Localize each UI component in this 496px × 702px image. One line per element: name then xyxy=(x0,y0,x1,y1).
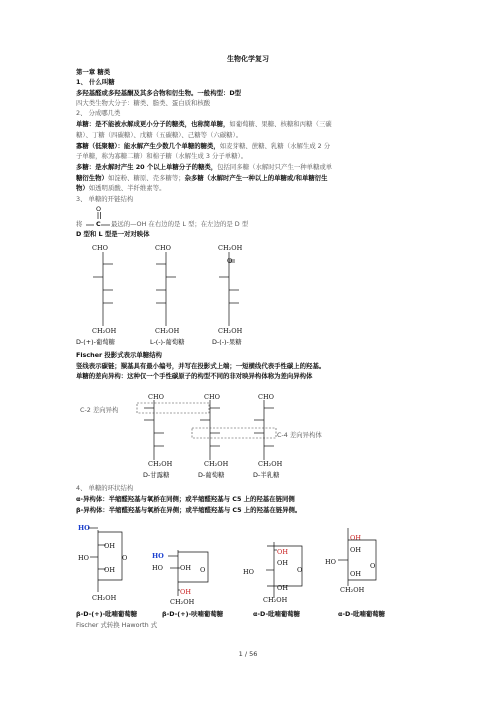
ring1-oh-1: OH xyxy=(104,542,115,550)
fischer-3-ch2oh: CH₂OH xyxy=(218,327,243,335)
label-d-galactose: D-半乳糖 xyxy=(253,471,280,479)
ring4-ch2oh: CH₂OH xyxy=(340,586,365,594)
ring3-oxygen: O xyxy=(297,566,303,574)
oligosaccharide-examples: 如麦芽糖、蔗糖、乳糖（水解生成 2 分 xyxy=(219,142,331,150)
ring-label-1: β-D-(+)-吡喃葡萄糖 xyxy=(76,610,138,618)
ring2-ch2oh: CH₂OH xyxy=(170,598,195,606)
fischer-projection-bonds xyxy=(80,252,260,328)
beta-anomer-def: β-异构体：半缩醛羟基与氧桥在异侧；或半缩醛羟基与 C5 上的羟基在链异侧。 xyxy=(76,506,302,514)
oligosaccharide-def: 寡糖（低聚糖）：能水解产生少数几个单糖的糖类， xyxy=(76,142,220,150)
oligosaccharide-line-1 xyxy=(76,142,330,150)
monosaccharide-line-2: 糖）、丁糖（四碳糖）、戊糖（五碳糖）、己糖等（六碳糖）。 xyxy=(76,131,243,139)
ring1-ch2oh: CH₂OH xyxy=(92,594,117,602)
ring-label-2: β-D-(+)-呋喃葡萄糖 xyxy=(162,610,224,618)
c4-epimer-label: C-4 差向异构体 xyxy=(277,431,322,439)
section-4-heading: 4、 单糖的环状结构 xyxy=(76,484,134,492)
section-2-heading: 2、 分成哪几类 xyxy=(76,109,121,117)
chain-rule-prefix: 将 xyxy=(76,220,83,228)
ring4-oh-2: OH xyxy=(350,570,361,578)
epimer-3-ch2oh: CH₂OH xyxy=(258,460,283,468)
fischer-rule: 竖线表示碳链；羰基具有最小编号，并写在投影式上端；一短横线代表手性碳上的羟基。 xyxy=(76,362,326,370)
carbonyl-double-bond xyxy=(96,212,106,220)
ring1-ho-2: HO xyxy=(78,554,89,562)
heteropolysaccharide-examples: 如透明质酸、半纤维素等。 xyxy=(88,184,166,192)
fischer-1-cho: CHO xyxy=(92,244,108,252)
label-l-glucose: L-(-)-葡萄糖 xyxy=(150,338,185,346)
heteropolysaccharide-note: 物） xyxy=(76,184,89,192)
ring1-oh-3: OH xyxy=(104,566,115,574)
carbonyl-oxygen: O xyxy=(96,205,102,213)
label-d-mannose: D-甘露糖 xyxy=(143,471,170,479)
polysaccharide-examples: 包括同多糖（水解时只产生一种单糖或单 xyxy=(217,163,333,171)
epimer-1-ch2oh: CH₂OH xyxy=(148,460,173,468)
ring1-oxygen: O xyxy=(122,554,128,562)
epimer-projection-bonds xyxy=(130,400,280,462)
monosaccharide-line-1 xyxy=(76,120,332,128)
monosaccharide-examples: 如葡萄糖、果糖、核糖和丙糖（三碳 xyxy=(229,120,332,128)
ring4-ho: HO xyxy=(325,558,336,566)
ring3-oh-2: OH xyxy=(277,584,288,592)
section-3-heading: 3、 单糖的开链结构 xyxy=(76,195,134,203)
page-number: 1 / 56 xyxy=(238,650,258,658)
epimer-2-cho: CHO xyxy=(204,393,220,401)
fischer-2-cho: CHO xyxy=(155,244,171,252)
label-d-glucose-epimer: D-葡萄糖 xyxy=(198,471,225,479)
ring2-ho-2: HO xyxy=(152,564,163,572)
ring2-oh-1: OH xyxy=(180,564,191,572)
section-1-heading: 1、 什么叫糖 xyxy=(76,78,115,86)
ring3-oh-1: OH xyxy=(277,559,288,567)
epimer-1-cho: CHO xyxy=(148,393,164,401)
alpha-anomer-def: α-异构体：半缩醛羟基与氧桥在同侧；或半缩醛羟基与 C5 上的羟基在链同侧 xyxy=(76,495,295,503)
c2-epimer-label: C-2 差向异构 xyxy=(80,406,119,414)
heteropolysaccharide-def: 杂多糖（水解时产生一种以上的单糖或/和单糖衍生 xyxy=(184,174,328,182)
polysaccharide-def: 多糖：是水解时产生 20 个以上单糖分子的糖类， xyxy=(76,163,218,171)
chapter-heading: 第一章 糖类 xyxy=(76,68,111,76)
polysaccharide-line-3 xyxy=(76,184,165,192)
polysaccharide-line-2 xyxy=(76,174,328,182)
oligosaccharide-line-2: 子单糖，称为寡糖二糖）和棉子糖（水解生成 3 分子单糖）。 xyxy=(76,152,248,160)
biomolecule-types: 四大类生物大分子：糖类、脂类、蛋白质和核酸 xyxy=(76,99,211,107)
ring-label-4: α-D-吡喃葡萄糖 xyxy=(338,610,386,618)
label-d-fructose: D-(-)-果糖 xyxy=(212,338,242,346)
epimer-definition: 单糖的差向异构：这种仅一个手性碳原子的构型不同的非对映异构体称为差向异构体 xyxy=(76,372,313,380)
epimer-3-cho: CHO xyxy=(258,393,274,401)
sugar-definition: 多羟基醛或多羟基酮及其多合物和衍生物。一般构型：D型 xyxy=(76,89,242,97)
monosaccharide-def: 单糖：是不能被水解成更小分子的糖类，也称简单糖， xyxy=(76,120,230,128)
ring3-ch2oh: CH₂OH xyxy=(263,596,288,604)
ring4-oxygen: O xyxy=(370,562,376,570)
fischer-3-carbonyl-o: O xyxy=(227,257,233,265)
ring4-oh-red: OH xyxy=(350,534,361,542)
carbonyl-carbon: C xyxy=(96,220,101,228)
ring2-oh-red: OH xyxy=(180,588,191,596)
ring4-oh-1: OH xyxy=(350,546,361,554)
polysaccharide-line-1 xyxy=(76,163,332,171)
label-d-glucose: D-(+)-葡萄糖 xyxy=(76,338,116,346)
fischer-3-ch2oh-top: CH₂OH xyxy=(218,244,243,252)
ring2-ho-top: HO xyxy=(152,552,164,560)
chain-rule-text: 最远的—OH 在右边的是 L 型；在左边的是 D 型 xyxy=(111,220,249,228)
ring-structure-bonds xyxy=(76,520,386,600)
haworth-heading: Fischer 式转换 Haworth 式 xyxy=(76,621,158,629)
ring1-ho-top: HO xyxy=(78,524,90,532)
fischer-heading: Fischer 投影式表示单糖结构 xyxy=(76,351,162,359)
homopolysaccharide-examples: 如淀粉、糖原、壳多糖等； xyxy=(107,174,185,182)
document-title: 生物化学复习 xyxy=(227,55,269,63)
ring-label-3: α-D-吡喃葡萄糖 xyxy=(253,610,301,618)
ring2-oxygen: O xyxy=(200,566,206,574)
ring3-oh-red: OH xyxy=(277,548,288,556)
fischer-1-ch2oh: CH₂OH xyxy=(92,327,117,335)
fischer-2-ch2oh: CH₂OH xyxy=(155,327,180,335)
homopolysaccharide-note: 糖衍生物） xyxy=(76,174,108,182)
enantiomer-note: D 型和 L 型是一对对映体 xyxy=(76,230,150,238)
epimer-2-ch2oh: CH₂OH xyxy=(204,460,229,468)
ring3-ho: HO xyxy=(243,568,254,576)
